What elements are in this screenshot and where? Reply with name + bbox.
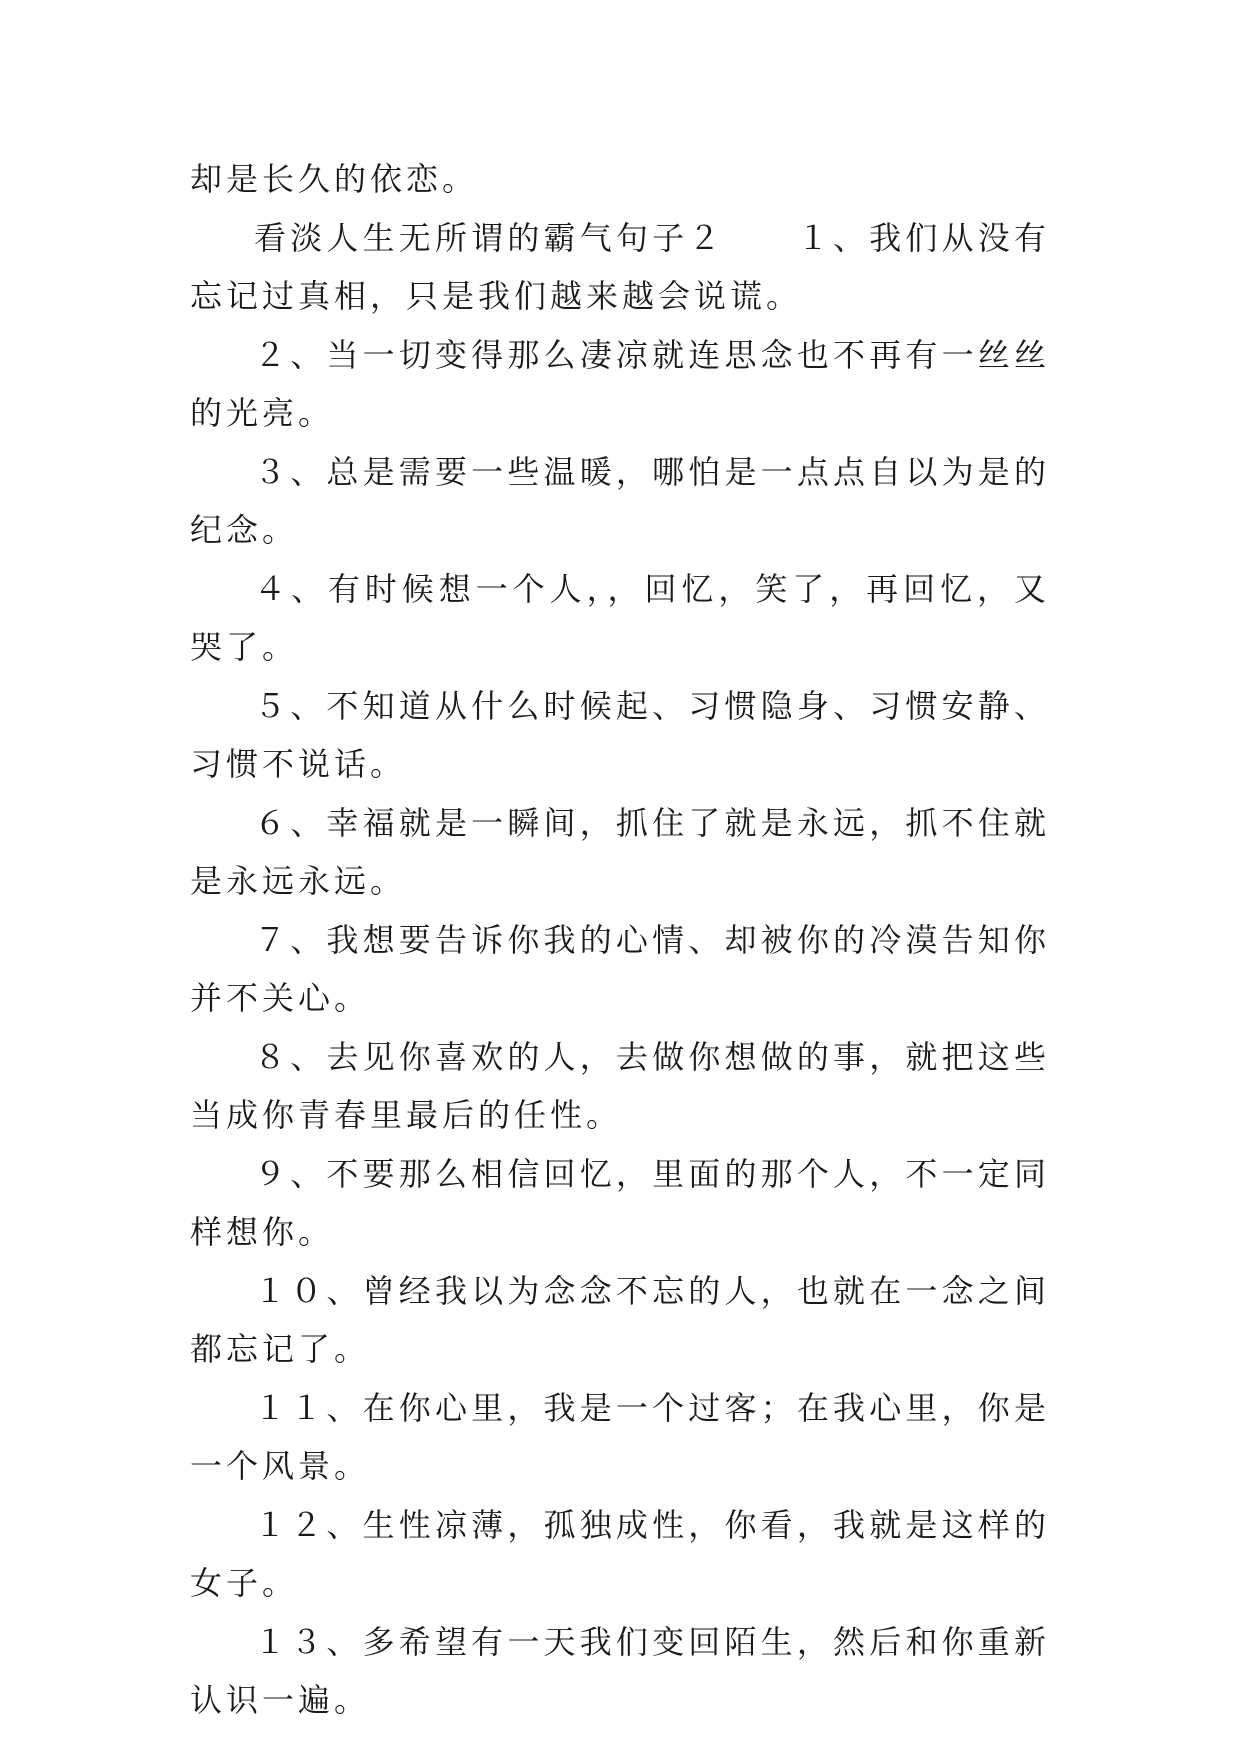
paragraph-item-5: ５、不知道从什么时候起、习惯隐身、习惯安静、习惯不说话。 (190, 686, 1050, 783)
paragraph-item-11: １１、在你心里，我是一个过客；在我心里，你是一个风景。 (190, 1388, 1050, 1485)
paragraph-item-12: １２、生性凉薄，孤独成性，你看，我就是这样的女子。 (190, 1505, 1050, 1602)
paragraph-item-6: ６、幸福就是一瞬间，抓住了就是永远，抓不住就是永远永远。 (190, 803, 1050, 900)
document-body (190, 150, 1050, 1730)
paragraph-item-9: ９、不要那么相信回忆，里面的那个人，不一定同样想你。 (190, 1154, 1050, 1251)
paragraph-item-13: １３、多希望有一天我们变回陌生，然后和你重新认识一遍。 (190, 1622, 1050, 1719)
paragraph-heading-item-1: 看淡人生无所谓的霸气句子２ １、我们从没有忘记过真相，只是我们越来越会说谎。 (190, 218, 1050, 315)
paragraph-item-10: １０、曾经我以为念念不忘的人，也就在一念之间都忘记了。 (190, 1271, 1050, 1368)
paragraph-item-7: ７、我想要告诉你我的心情、却被你的冷漠告知你并不关心。 (190, 920, 1050, 1017)
paragraph-item-4: ４、有时候想一个人，，回忆，笑了，再回忆，又哭了。 (190, 569, 1050, 666)
paragraph-item-2: ２、当一切变得那么凄凉就连思念也不再有一丝丝的光亮。 (190, 335, 1050, 432)
paragraph-continuation: 却是长久的依恋。 (190, 160, 479, 198)
paragraph-item-3: ３、总是需要一些温暖，哪怕是一点点自以为是的纪念。 (190, 452, 1050, 549)
paragraph-item-8: ８、去见你喜欢的人，去做你想做的事，就把这些当成你青春里最后的任性。 (190, 1037, 1050, 1134)
